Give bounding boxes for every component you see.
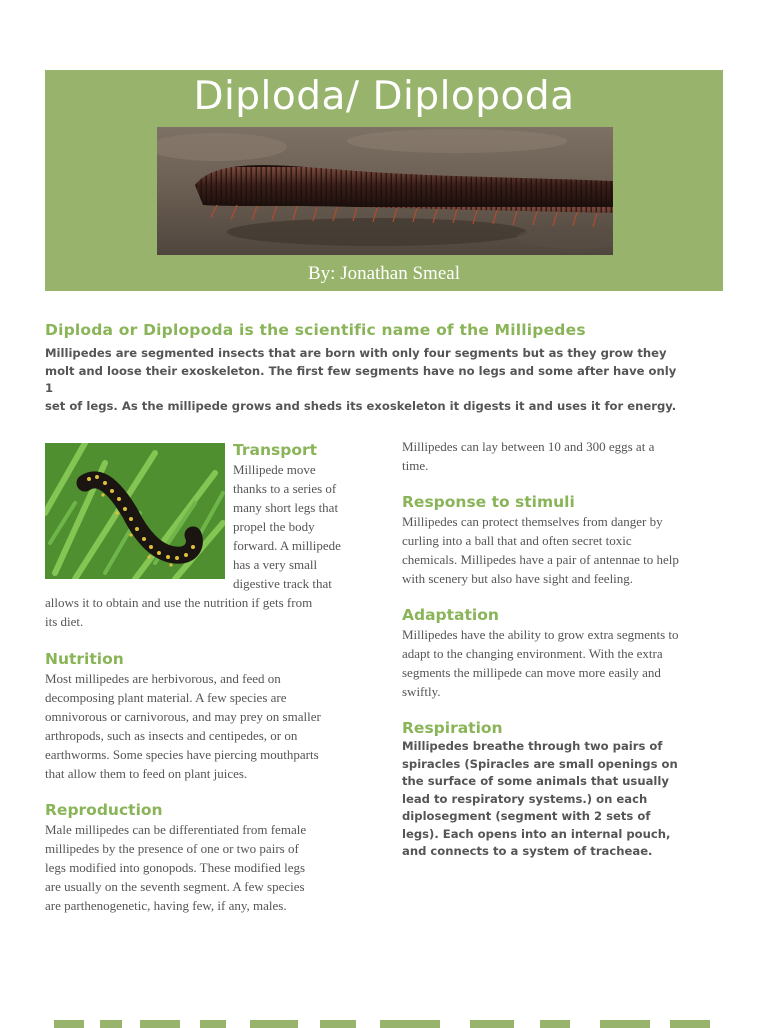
text-line: legs). Each opens into an internal pouch, (402, 826, 671, 841)
text-line: legs modified into gonopods. These modified legs (45, 860, 306, 875)
reproduction-text (45, 820, 370, 915)
adaptation-text (402, 625, 727, 701)
text-line: Millipedes have the ability to grow extra segments to (402, 627, 679, 642)
left-column (45, 440, 370, 915)
text-line: millipedes by the presence of one or two pairs of (45, 841, 299, 856)
stimuli-heading: Response to stimuli (402, 493, 575, 511)
transport-heading: Transport (233, 441, 318, 459)
text-line: digestive track that (233, 576, 332, 591)
text-line: curling into a ball that and often secret toxic (402, 533, 632, 548)
text-line: the surface of some animals that usually (402, 774, 669, 788)
text-line: allows it to obtain and use the nutrition if gets from (45, 595, 313, 610)
intro-line: molt and loose their exoskeleton. The first few segments have no legs and some after have only 1 (45, 363, 677, 395)
text-line: are usually on the seventh segment. A few species (45, 879, 305, 894)
text-line: and connects to a system of tracheae. (402, 844, 653, 858)
text-line: Millipedes can protect themselves from danger by (402, 514, 663, 529)
millipede-hero-image (157, 127, 613, 255)
text-line: swiftly. (402, 684, 441, 699)
text-line: Most millipedes are herbivorous, and feed on (45, 671, 281, 686)
reproduction-heading: Reproduction (45, 801, 163, 819)
adaptation-heading: Adaptation (402, 606, 499, 624)
millipede-photo-icon (157, 127, 613, 255)
text-line: Millipede move (233, 462, 316, 477)
text-line: time. (402, 458, 429, 473)
text-line: its diet. (45, 614, 84, 629)
text-line: Millipedes breathe through two pairs of (402, 739, 663, 753)
text-line: decomposing plant material. A few species are (45, 690, 287, 705)
bottom-decoration-strip (40, 1016, 730, 1028)
text-line: spiracles (Spiracles are small openings on (402, 756, 678, 771)
text-line: has a very small (233, 557, 318, 572)
text-line: that allow them to feed on plant juices. (45, 766, 248, 781)
text-line: thanks to a series of (233, 481, 337, 496)
text-line: are parthenogenetic, having few, if any, males. (45, 898, 287, 913)
text-line: chemicals. Millipedes have a pair of antennae to help (402, 552, 679, 567)
nutrition-text (45, 669, 370, 783)
respiration-text (402, 738, 727, 861)
text-line: earthworms. Some species have piercing mouthparts (45, 747, 319, 762)
title-banner (45, 70, 723, 291)
right-column (402, 437, 727, 861)
respiration-heading: Respiration (402, 719, 503, 737)
eggs-text (402, 437, 727, 475)
page-title: Diploda/ Diplopoda (193, 74, 575, 119)
text-line: Male millipedes can be differentiated from female (45, 822, 307, 837)
text-line: propel the body (233, 519, 315, 534)
transport-full-text (45, 593, 370, 631)
text-line: forward. A millipede (233, 538, 341, 553)
millipede-on-fern-icon (45, 443, 225, 579)
text-line: omnivorous or carnivorous, and may prey on smaller (45, 709, 321, 724)
text-line: lead to respiratory systems.) on each (402, 791, 648, 806)
intro-line: set of legs. As the millipede grows and sheds its exoskeleton it digests it and uses it for energy. (45, 398, 677, 413)
nutrition-heading: Nutrition (45, 650, 124, 668)
text-line: many short legs that (233, 500, 339, 515)
transport-wrap (233, 440, 370, 593)
intro-line: Millipedes are segmented insects that are born with only four segments but as they grow they (45, 346, 667, 360)
text-line: diplosegment (segment with 2 sets of (402, 809, 651, 823)
text-line: with scenery but also have sight and feeling. (402, 571, 634, 586)
text-line: arthropods, such as insects and centipedes, or on (45, 728, 298, 743)
author-byline: By: Jonathan Smeal (308, 263, 460, 284)
intro-paragraph (45, 345, 685, 415)
stimuli-text (402, 512, 727, 588)
text-line: adapt to the changing environment. With the extra (402, 646, 663, 661)
intro-heading: Diploda or Diplopoda is the scientific name of the Millipedes (45, 321, 586, 339)
transport-wrap-text (233, 460, 370, 593)
text-line: segments the millipede can move more easily and (402, 665, 661, 680)
millipede-leaf-image (45, 443, 225, 579)
text-line: Millipedes can lay between 10 and 300 eggs at a (402, 439, 655, 454)
